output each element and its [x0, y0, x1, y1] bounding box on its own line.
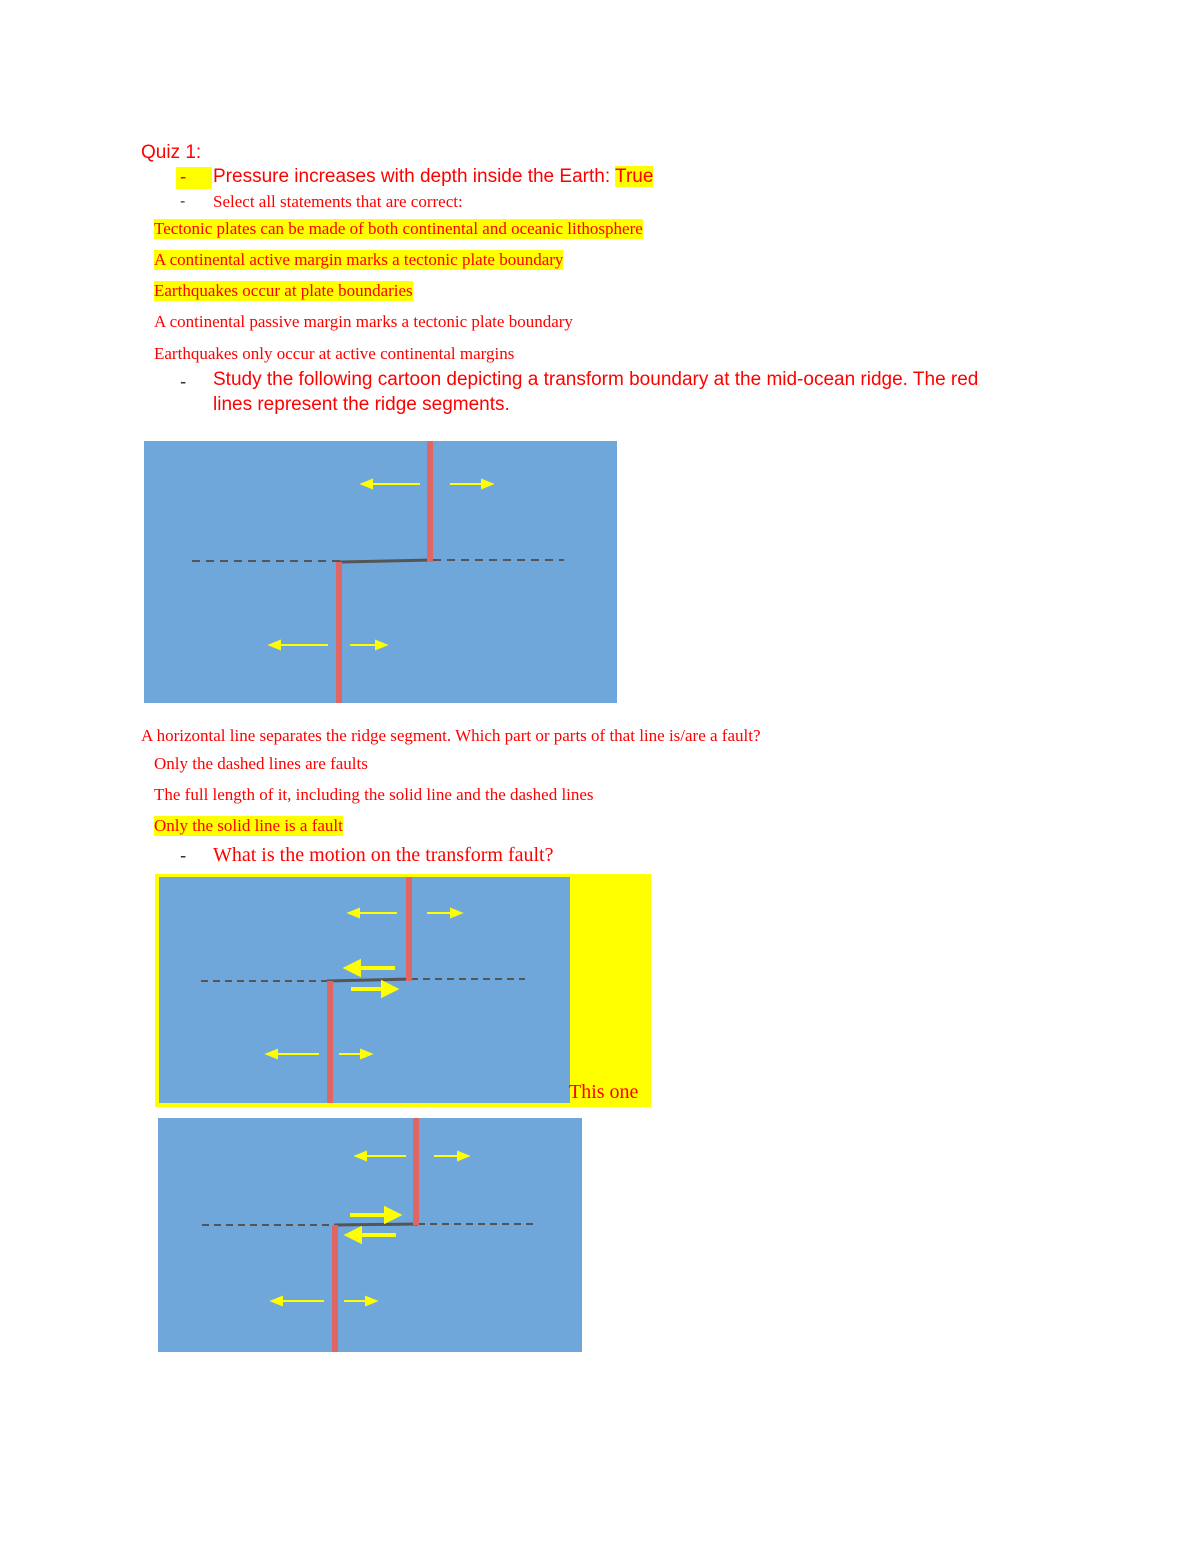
q3-option: The full length of it, including the solid line and the dashed lines [154, 785, 594, 804]
q2-option: Earthquakes only occur at active continental margins [154, 344, 515, 363]
q3-option: Only the dashed lines are faults [154, 754, 368, 773]
fault-solid-line [327, 979, 411, 981]
ridge-segment-lower [336, 562, 342, 703]
q2-option: Tectonic plates can be made of both continental and oceanic lithosphere [154, 219, 643, 238]
q2-bullet: - [180, 193, 186, 210]
quiz-title: Quiz 1: [141, 142, 202, 163]
answer-label: This one [569, 1081, 639, 1103]
transform-motion-option-1 [159, 877, 570, 1103]
transform-boundary-diagram [144, 441, 617, 703]
transform-motion-option-2 [158, 1118, 582, 1352]
ocean-background [144, 441, 617, 703]
q3-intro-line2: lines represent the ridge segments. [213, 394, 510, 415]
q1-question-text: Pressure increases with depth inside the Earth: [213, 166, 611, 187]
q3-intro-line1: Study the following cartoon depicting a transform boundary at the mid-ocean ridge. The red [213, 369, 979, 390]
fault-solid-line [340, 560, 433, 562]
ridge-segment-upper [406, 877, 412, 981]
q4-question: What is the motion on the transform fault? [213, 844, 554, 866]
ridge-segment-upper [413, 1118, 419, 1225]
q3-option: Only the solid line is a fault [154, 816, 343, 835]
q1-question [213, 166, 653, 188]
q2-option: Earthquakes occur at plate boundaries [154, 281, 413, 300]
q2-option: A continental active margin marks a tectonic plate boundary [154, 250, 564, 269]
ridge-segment-upper [427, 441, 433, 562]
q2-option: A continental passive margin marks a tectonic plate boundary [154, 312, 573, 331]
q1-answer: True [615, 166, 654, 187]
q4-bullet: - [180, 846, 187, 867]
q2-prompt: Select all statements that are correct: [213, 192, 463, 211]
ridge-segment-lower [327, 981, 333, 1103]
fault-solid-line [334, 1224, 418, 1225]
ridge-segment-lower [332, 1225, 338, 1352]
q3-question: A horizontal line separates the ridge segment. Which part or parts of that line is/are a fault? [141, 726, 761, 745]
q3-bullet: - [180, 372, 187, 393]
q1-bullet: - [176, 167, 212, 189]
